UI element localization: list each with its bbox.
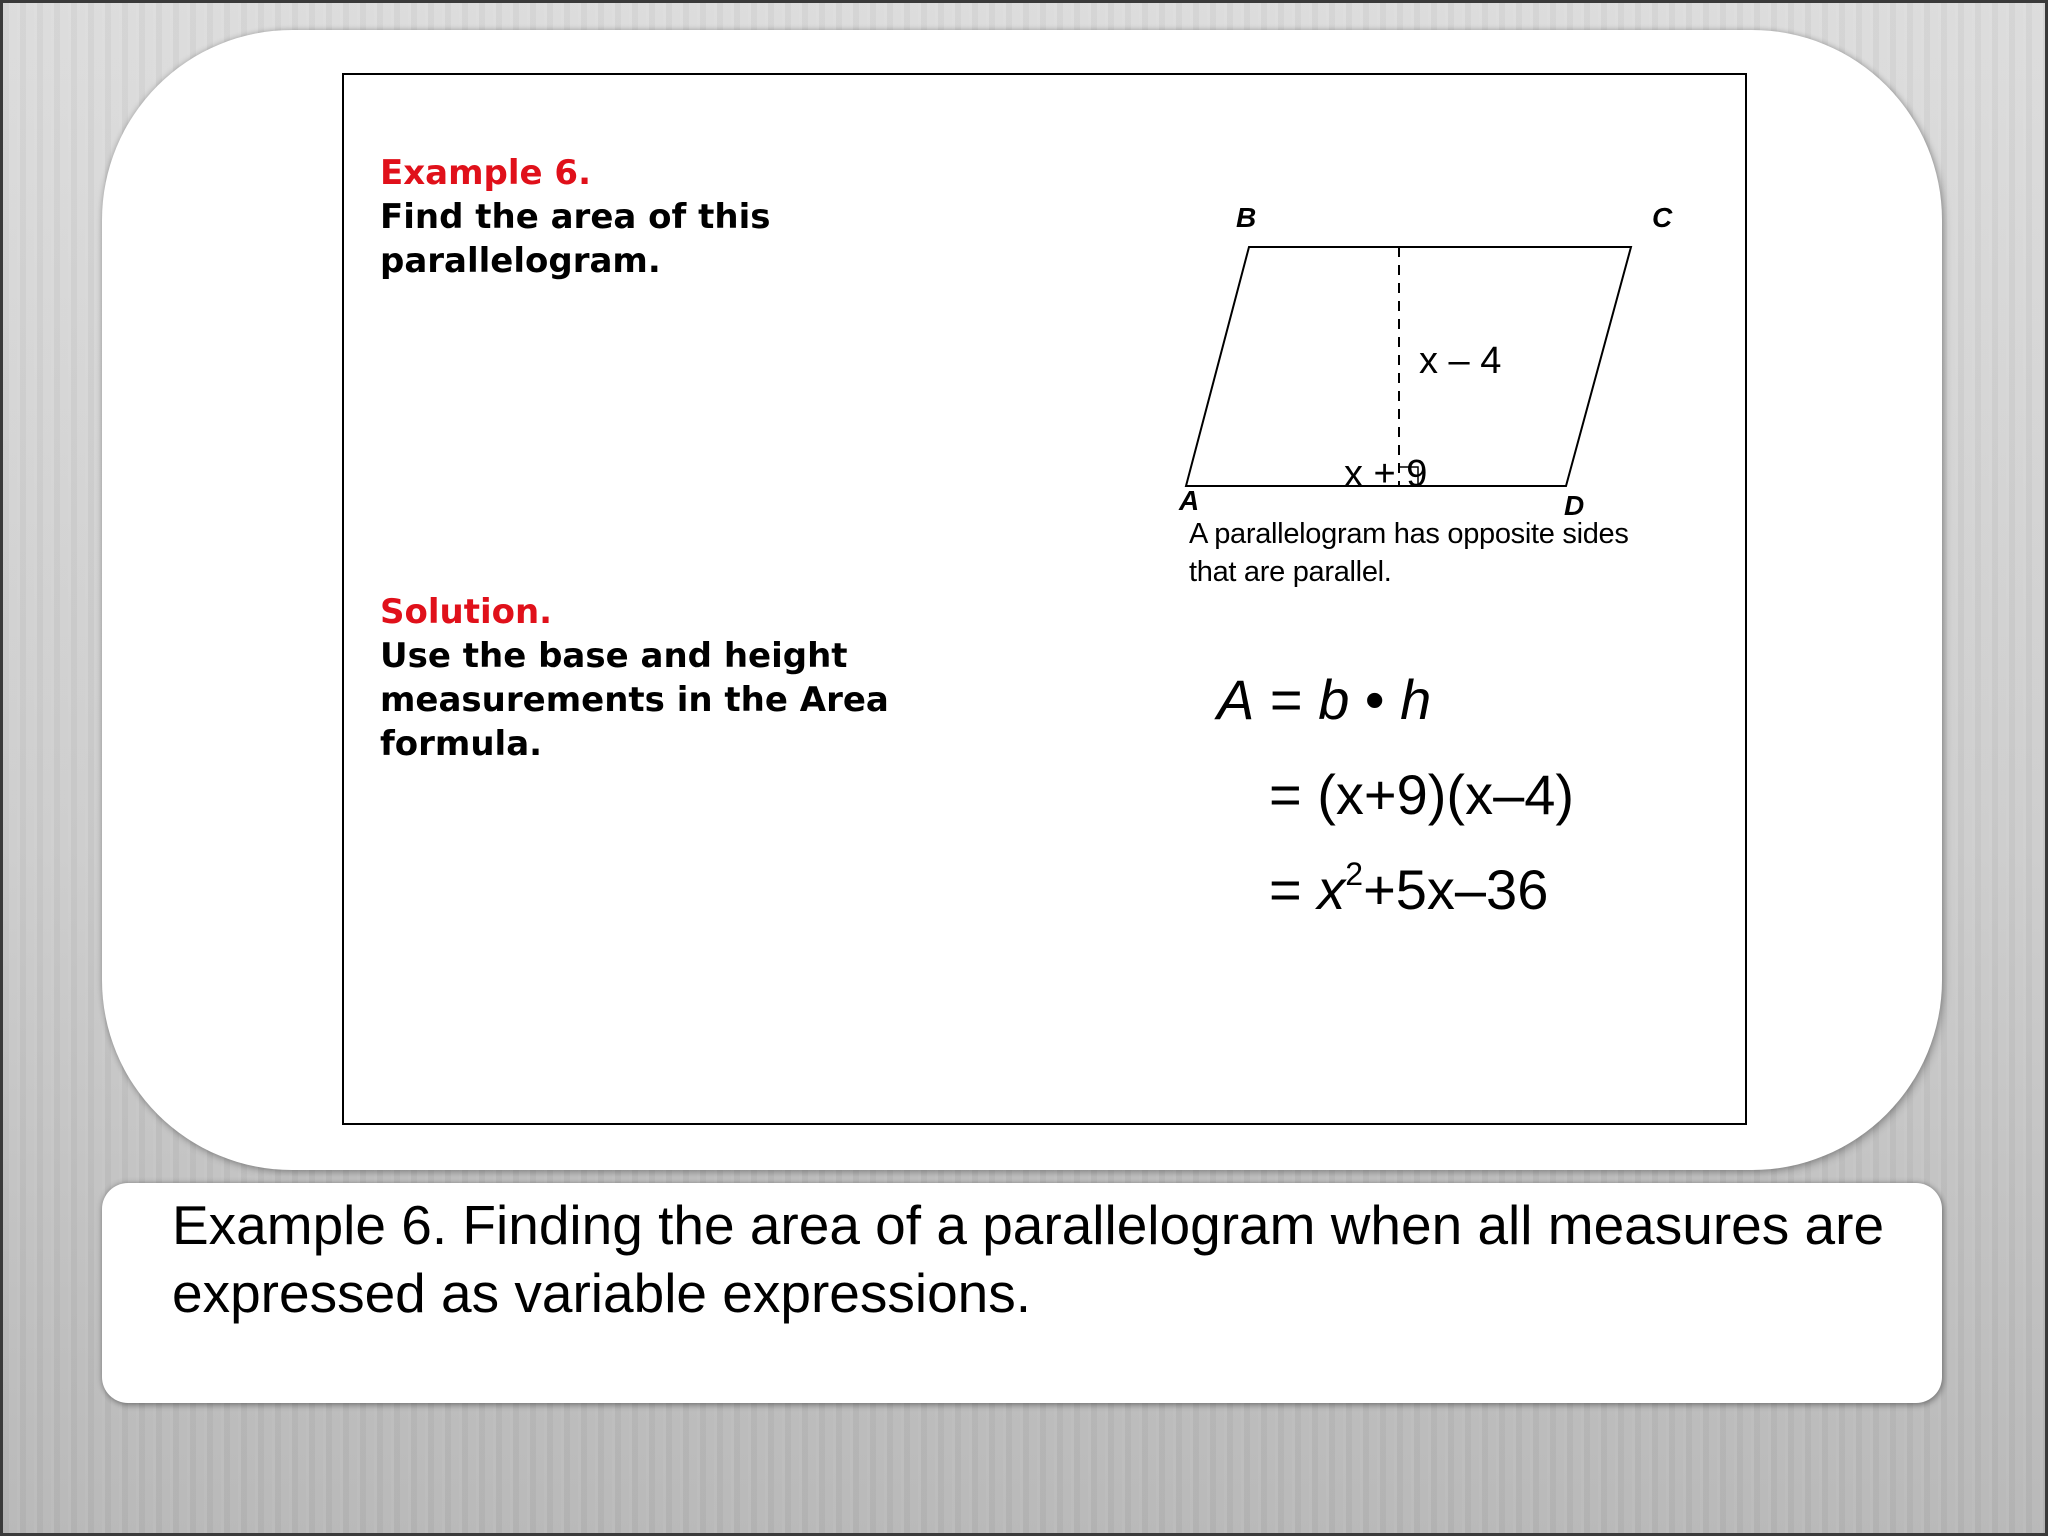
base-label: x + 9 [1344,453,1428,495]
vertex-a-label: A [1179,485,1200,516]
parallelogram-diagram [1144,125,1704,521]
formula-area-symbol: A [1217,668,1255,731]
formula-x: x [1317,858,1346,921]
caption-text: Example 6. Finding the area of a parallelogram when all measures are expressed as variable expressions. [172,1194,1885,1324]
diagram-note: A parallelogram has opposite sides that are parallel. [1189,518,1629,588]
vertex-d-label: D [1564,490,1585,521]
formula-equals: = [1269,858,1302,921]
formula-factor-1: (x+9) [1317,763,1447,826]
formula-factor-2: (x–4) [1446,763,1575,826]
formula-line-2 [1269,763,1575,826]
formula-base-symbol: b [1318,668,1350,731]
formula-remainder: +5x–36 [1363,858,1549,921]
formula-line-1 [1217,668,1432,731]
example-heading: Example 6. [380,153,591,193]
example-prompt-text: Find the area of this parallelogram. [380,197,771,281]
parallelogram-shape [1186,247,1631,486]
formula-equals: = [1269,668,1303,731]
vertex-c-label: C [1652,202,1673,233]
solution-heading: Solution. [380,592,553,632]
formula-height-symbol: h [1400,668,1432,731]
caption-box [102,1183,1942,1403]
solution-text: Use the base and height measurements in the Area formula. [380,636,889,764]
example-prompt [380,151,940,283]
vertex-b-label: B [1236,202,1257,233]
slide-background-bubble [102,30,1942,1170]
formula-dot: • [1364,668,1385,731]
formula-exponent: 2 [1345,856,1364,892]
formula-line-3 [1269,856,1549,921]
slide-panel [342,73,1747,1125]
formula-equals: = [1269,763,1302,826]
solution [380,590,980,766]
height-label: x – 4 [1419,340,1502,382]
